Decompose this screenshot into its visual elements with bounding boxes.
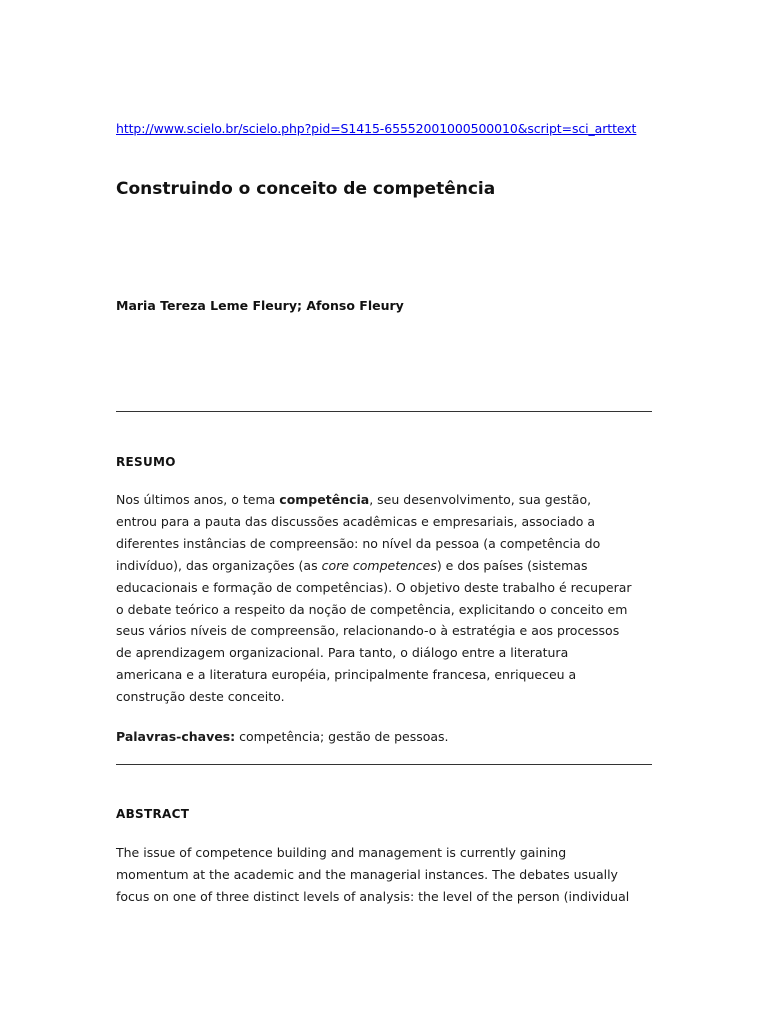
resumo-line: o debate teórico a respeito da noção de competência, explicitando o conceito em <box>116 601 628 617</box>
article-authors: Maria Tereza Leme Fleury; Afonso Fleury <box>116 298 404 313</box>
resumo-text: indivíduo), das organizações (as <box>116 557 322 573</box>
resumo-line: de aprendizagem organizacional. Para tanto, o diálogo entre a literatura <box>116 645 569 661</box>
resumo-line: seus vários níveis de compreensão, relacionando-o à estratégia e aos processos <box>116 623 620 639</box>
resumo-term-core-competences: core competences <box>321 557 437 573</box>
keywords-values: competência; gestão de pessoas. <box>235 729 449 744</box>
abstract-heading: ABSTRACT <box>116 807 190 821</box>
resumo-heading: RESUMO <box>116 455 176 469</box>
resumo-line: educacionais e formação de competências). O objetivo deste trabalho é recuperar <box>116 579 632 595</box>
resumo-text: , seu desenvolvimento, sua gestão, <box>369 492 592 507</box>
resumo-term-competencia: competência <box>279 492 370 507</box>
keywords-line <box>116 729 449 744</box>
abstract-line: momentum at the academic and the managerial instances. The debates usually <box>116 866 618 882</box>
section-divider <box>116 411 652 412</box>
source-url-link[interactable]: http://www.scielo.br/scielo.php?pid=S1415-65552001000500010&script=sci_arttext <box>116 121 637 136</box>
resumo-line: construção deste conceito. <box>116 689 285 705</box>
resumo-line: entrou para a pauta das discussões acadêmicas e empresariais, associado a <box>116 513 596 529</box>
section-divider <box>116 764 652 765</box>
resumo-paragraph <box>116 489 656 708</box>
resumo-text: Nos últimos anos, o tema <box>116 492 280 507</box>
abstract-line: The issue of competence building and management is currently gaining <box>116 845 567 860</box>
resumo-line: diferentes instâncias de compreensão: no nível da pessoa (a competência do <box>116 535 601 551</box>
resumo-line: americana e a literatura européia, principalmente francesa, enriqueceu a <box>116 667 577 683</box>
article-title: Construindo o conceito de competência <box>116 179 496 199</box>
resumo-line <box>116 489 656 511</box>
resumo-line <box>116 555 656 577</box>
abstract-line: focus on one of three distinct levels of analysis: the level of the person (individual <box>116 888 630 904</box>
abstract-paragraph <box>116 842 656 908</box>
resumo-text: ) e dos países (sistemas <box>436 557 588 573</box>
keywords-label: Palavras-chaves: <box>116 729 236 744</box>
